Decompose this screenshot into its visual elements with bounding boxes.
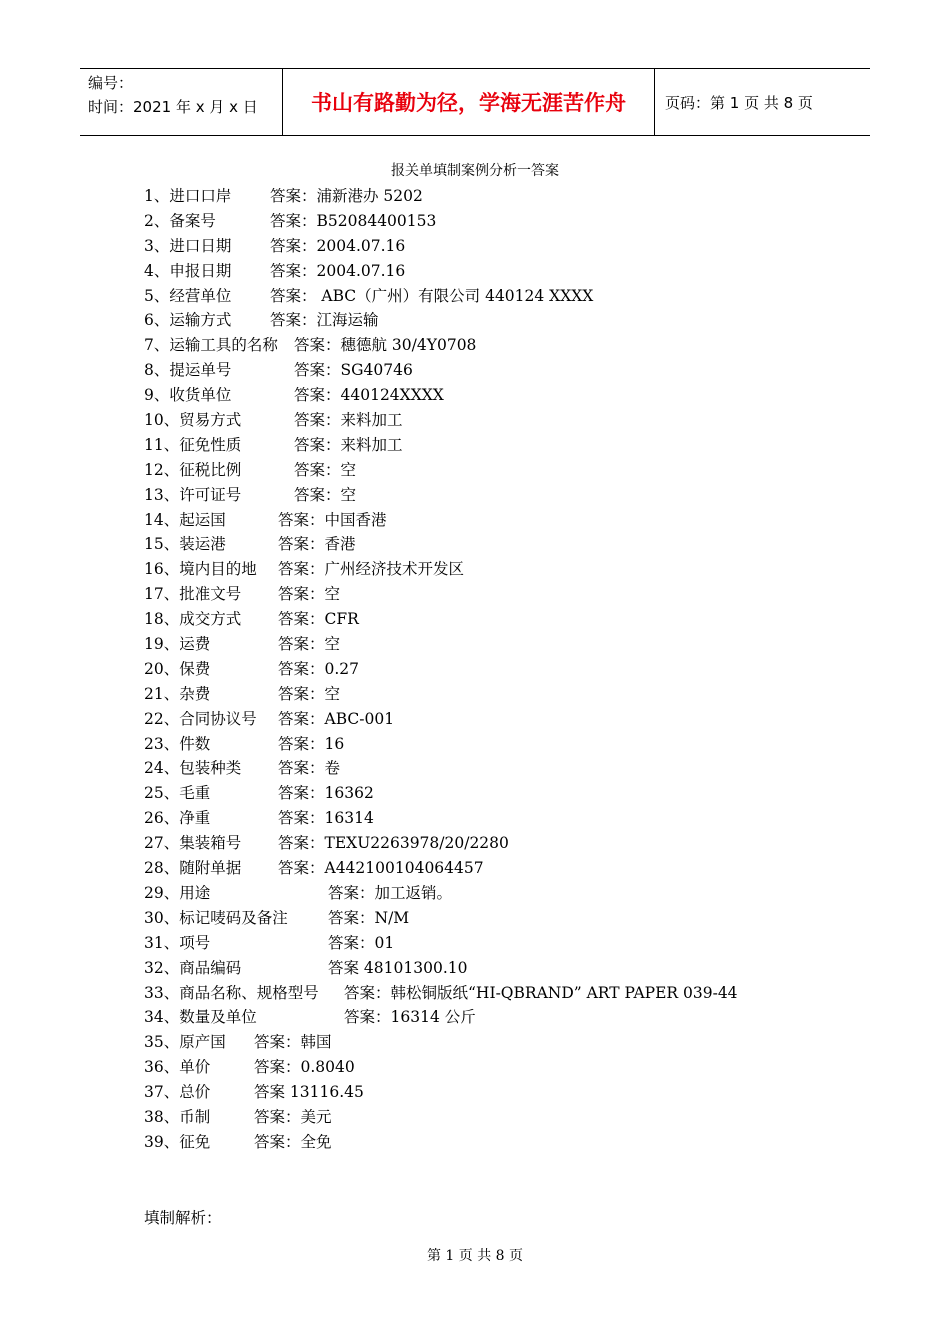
question-label: 14、起运国 (144, 510, 226, 529)
page-footer: 第 1 页 共 8 页 (426, 1248, 524, 1264)
question-label: 5、经营单位 (144, 286, 232, 305)
question-label: 34、数量及单位 (144, 1008, 257, 1027)
question-label: 15、装运港 (144, 535, 226, 554)
answer-text: 答案：江海运输 (270, 311, 379, 330)
question-label: 17、批准文号 (144, 585, 242, 604)
answer-text: 答案：广州经济技术开发区 (278, 560, 465, 579)
answer-text: 答案：0.27 (278, 659, 360, 678)
question-label: 36、单价 (144, 1058, 211, 1077)
answer-text: 答案：来料加工 (294, 435, 403, 454)
answer-text: 答案：2004.07.16 (270, 261, 406, 280)
question-label: 24、包装种类 (144, 759, 242, 778)
answer-text: 答案：加工返销。 (328, 883, 453, 902)
number-label: 编号： (88, 74, 134, 92)
question-label: 25、毛重 (144, 784, 211, 803)
answer-text: 答案：16314 (278, 809, 374, 828)
answer-text: 答案：韩松铜版纸“HI-QBRAND” ART PAPER 039-44 (344, 983, 738, 1002)
question-label: 33、商品名称、规格型号 (144, 983, 319, 1002)
time-label: 时间：2021 年 x 月 x 日 (88, 98, 258, 116)
answer-text: 答案：空 (278, 684, 341, 703)
question-label: 13、许可证号 (144, 485, 242, 504)
answer-text: 答案：穗德航 30/4Y0708 (294, 336, 477, 355)
answer-text: 答案：CFR (278, 610, 359, 629)
question-label: 37、总价 (144, 1083, 211, 1102)
answer-text: 答案：全免 (254, 1132, 332, 1151)
answer-text: 答案：A442100104064457 (278, 859, 484, 878)
answer-text: 答案：B52084400153 (270, 211, 437, 230)
answer-text: 答案：空 (278, 635, 341, 654)
question-label: 4、申报日期 (144, 261, 232, 280)
answer-text: 答案：来料加工 (294, 411, 403, 430)
question-label: 22、合同协议号 (144, 709, 257, 728)
question-label: 3、进口日期 (144, 236, 232, 255)
question-label: 7、运输工具的名称 (144, 336, 278, 355)
question-label: 9、收货单位 (144, 386, 232, 405)
page-header (80, 68, 870, 136)
question-label: 11、征免性质 (144, 435, 242, 454)
header-meta (80, 69, 282, 135)
question-label: 28、随附单据 (144, 859, 242, 878)
question-label: 26、净重 (144, 809, 211, 828)
question-label: 6、运输方式 (144, 311, 232, 330)
answer-text: 答案：卷 (278, 759, 341, 778)
answer-text: 答案：美元 (254, 1107, 332, 1126)
question-label: 18、成交方式 (144, 610, 242, 629)
answer-text: 答案：韩国 (254, 1033, 332, 1052)
question-label: 23、件数 (144, 734, 211, 753)
header-motto: 书山有路勤为径，学海无涯苦作舟 (282, 69, 655, 135)
answer-text: 答案：16314 公斤 (344, 1008, 476, 1027)
answer-text: 答案：2004.07.16 (270, 236, 406, 255)
answer-text: 答案：440124XXXX (294, 386, 444, 405)
answer-text: 答案：中国香港 (278, 510, 387, 529)
answer-text: 答案 13116.45 (254, 1083, 364, 1102)
answer-text: 答案：TEXU2263978/20/2280 (278, 834, 509, 853)
question-label: 10、贸易方式 (144, 411, 242, 430)
question-label: 20、保费 (144, 659, 211, 678)
question-label: 29、用途 (144, 883, 211, 902)
answer-text: 答案：N/M (328, 908, 410, 927)
document-title: 报关单填制案例分析一答案 (391, 163, 559, 179)
answer-text: 答案：16 (278, 734, 345, 753)
question-label: 35、原产国 (144, 1033, 226, 1052)
answer-text: 答案：空 (278, 585, 341, 604)
question-label: 12、征税比例 (144, 460, 242, 479)
question-label: 31、项号 (144, 933, 211, 952)
answer-text: 答案：香港 (278, 535, 356, 554)
answer-text: 答案：空 (294, 460, 357, 479)
analysis-heading: 填制解析： (144, 1209, 222, 1227)
question-label: 19、运费 (144, 635, 211, 654)
question-label: 2、备案号 (144, 211, 216, 230)
answer-text: 答案：16362 (278, 784, 374, 803)
question-label: 1、进口口岸 (144, 187, 232, 205)
question-label: 27、集装箱号 (144, 834, 242, 853)
question-label: 32、商品编码 (144, 958, 242, 977)
answer-text: 答案 48101300.10 (328, 958, 468, 977)
question-label: 38、币制 (144, 1107, 211, 1126)
answer-text: 答案： ABC（广州）有限公司 440124 XXXX (270, 286, 594, 305)
question-label: 30、标记唛码及备注 (144, 908, 288, 927)
answer-text: 答案：SG40746 (294, 361, 413, 380)
question-label: 8、提运单号 (144, 361, 232, 380)
answer-text: 答案：ABC-001 (278, 709, 395, 728)
answer-text: 答案：空 (294, 485, 357, 504)
question-label: 21、杂费 (144, 684, 211, 703)
header-page-info: 页码：第 1 页 共 8 页 (665, 93, 813, 112)
question-label: 16、境内目的地 (144, 560, 257, 579)
answer-text: 答案：浦新港办 5202 (270, 187, 423, 205)
answer-text: 答案：01 (328, 933, 395, 952)
question-label: 39、征免 (144, 1132, 211, 1151)
answer-text: 答案：0.8040 (254, 1058, 355, 1077)
